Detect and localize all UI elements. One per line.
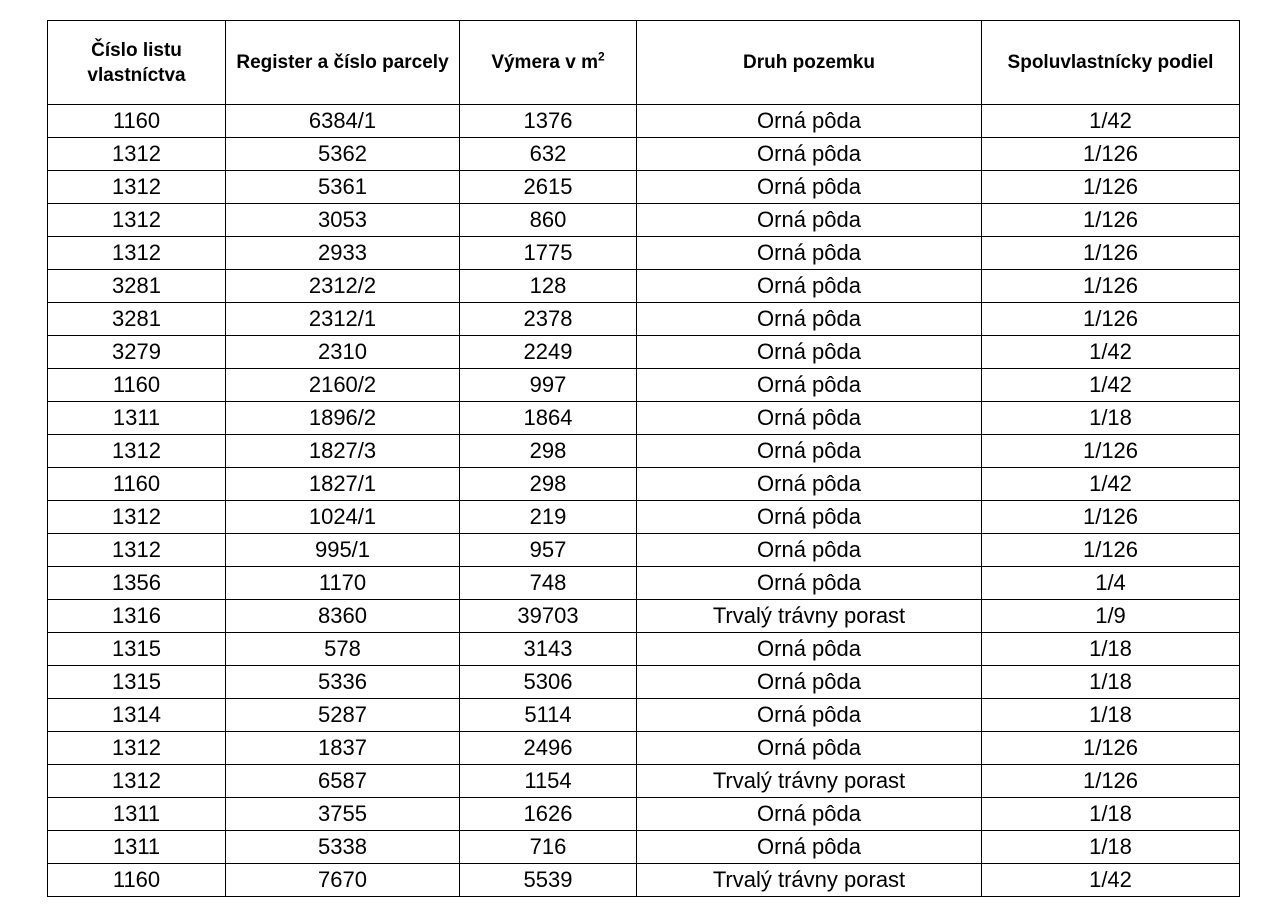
header-area [460, 21, 637, 105]
table-header [48, 21, 1240, 105]
cell-land-type: Orná pôda [637, 171, 982, 204]
cell-parcel-number: 2312/2 [226, 270, 460, 303]
cell-land-type: Trvalý trávny porast [637, 864, 982, 897]
cell-co-ownership-share: 1/126 [982, 765, 1240, 798]
cell-parcel-number: 6587 [226, 765, 460, 798]
cell-land-type: Orná pôda [637, 501, 982, 534]
cell-area: 128 [460, 270, 637, 303]
cell-area: 219 [460, 501, 637, 534]
cell-land-type: Orná pôda [637, 138, 982, 171]
cell-co-ownership-share: 1/126 [982, 171, 1240, 204]
cell-parcel-number: 1896/2 [226, 402, 460, 435]
cell-area: 39703 [460, 600, 637, 633]
header-land-type: Druh pozemku [637, 21, 982, 105]
cell-parcel-number: 1837 [226, 732, 460, 765]
cell-ownership-sheet-number: 1312 [48, 138, 226, 171]
cell-area: 1626 [460, 798, 637, 831]
cell-ownership-sheet-number: 1312 [48, 171, 226, 204]
table-row [48, 765, 1240, 798]
cell-co-ownership-share: 1/18 [982, 666, 1240, 699]
cell-co-ownership-share: 1/126 [982, 435, 1240, 468]
cell-co-ownership-share: 1/126 [982, 138, 1240, 171]
cell-land-type: Orná pôda [637, 468, 982, 501]
cell-area: 2249 [460, 336, 637, 369]
cell-parcel-number: 1827/3 [226, 435, 460, 468]
cell-ownership-sheet-number: 1314 [48, 699, 226, 732]
cell-land-type: Orná pôda [637, 105, 982, 138]
header-co-ownership-share: Spoluvlastnícky podiel [982, 21, 1240, 105]
cell-ownership-sheet-number: 1311 [48, 798, 226, 831]
cell-ownership-sheet-number: 1315 [48, 633, 226, 666]
cell-area: 5306 [460, 666, 637, 699]
parcel-table [47, 20, 1240, 897]
cell-ownership-sheet-number: 3281 [48, 270, 226, 303]
cell-land-type: Orná pôda [637, 534, 982, 567]
cell-ownership-sheet-number: 1160 [48, 468, 226, 501]
cell-land-type: Orná pôda [637, 336, 982, 369]
cell-area: 957 [460, 534, 637, 567]
cell-co-ownership-share: 1/126 [982, 732, 1240, 765]
table-row [48, 600, 1240, 633]
cell-area: 860 [460, 204, 637, 237]
table-row [48, 468, 1240, 501]
header-row [48, 21, 1240, 105]
cell-area: 298 [460, 435, 637, 468]
table-row [48, 633, 1240, 666]
table-row [48, 171, 1240, 204]
cell-ownership-sheet-number: 1311 [48, 831, 226, 864]
cell-parcel-number: 5362 [226, 138, 460, 171]
cell-co-ownership-share: 1/42 [982, 369, 1240, 402]
cell-co-ownership-share: 1/42 [982, 864, 1240, 897]
cell-land-type: Orná pôda [637, 732, 982, 765]
cell-ownership-sheet-number: 1315 [48, 666, 226, 699]
cell-ownership-sheet-number: 1356 [48, 567, 226, 600]
table-row [48, 864, 1240, 897]
table-row [48, 303, 1240, 336]
cell-land-type: Orná pôda [637, 831, 982, 864]
cell-parcel-number: 578 [226, 633, 460, 666]
cell-co-ownership-share: 1/126 [982, 534, 1240, 567]
cell-area: 298 [460, 468, 637, 501]
cell-land-type: Orná pôda [637, 435, 982, 468]
cell-co-ownership-share: 1/4 [982, 567, 1240, 600]
cell-co-ownership-share: 1/18 [982, 633, 1240, 666]
table-body [48, 105, 1240, 897]
cell-area: 5539 [460, 864, 637, 897]
cell-land-type: Trvalý trávny porast [637, 765, 982, 798]
cell-co-ownership-share: 1/9 [982, 600, 1240, 633]
table-row [48, 105, 1240, 138]
cell-ownership-sheet-number: 1311 [48, 402, 226, 435]
cell-land-type: Trvalý trávny porast [637, 600, 982, 633]
cell-co-ownership-share: 1/126 [982, 270, 1240, 303]
cell-parcel-number: 2312/1 [226, 303, 460, 336]
table-row [48, 402, 1240, 435]
cell-ownership-sheet-number: 1312 [48, 534, 226, 567]
cell-parcel-number: 5361 [226, 171, 460, 204]
cell-land-type: Orná pôda [637, 270, 982, 303]
table-row [48, 138, 1240, 171]
cell-co-ownership-share: 1/42 [982, 336, 1240, 369]
cell-parcel-number: 1827/1 [226, 468, 460, 501]
header-area-unit-superscript: 2 [598, 49, 605, 64]
cell-land-type: Orná pôda [637, 567, 982, 600]
cell-area: 632 [460, 138, 637, 171]
cell-co-ownership-share: 1/18 [982, 798, 1240, 831]
cell-ownership-sheet-number: 1160 [48, 105, 226, 138]
cell-parcel-number: 6384/1 [226, 105, 460, 138]
table-row [48, 435, 1240, 468]
cell-co-ownership-share: 1/126 [982, 501, 1240, 534]
header-area-label: Výmera v m [491, 52, 598, 73]
table-row [48, 567, 1240, 600]
cell-ownership-sheet-number: 1316 [48, 600, 226, 633]
table-row [48, 831, 1240, 864]
cell-parcel-number: 5287 [226, 699, 460, 732]
cell-co-ownership-share: 1/18 [982, 831, 1240, 864]
table-row [48, 666, 1240, 699]
cell-area: 5114 [460, 699, 637, 732]
cell-area: 1864 [460, 402, 637, 435]
cell-co-ownership-share: 1/18 [982, 402, 1240, 435]
cell-parcel-number: 1170 [226, 567, 460, 600]
cell-land-type: Orná pôda [637, 204, 982, 237]
cell-parcel-number: 8360 [226, 600, 460, 633]
cell-co-ownership-share: 1/42 [982, 105, 1240, 138]
header-parcel-register-number: Register a číslo parcely [226, 21, 460, 105]
table-row [48, 369, 1240, 402]
table-row [48, 204, 1240, 237]
table-row [48, 501, 1240, 534]
cell-parcel-number: 2160/2 [226, 369, 460, 402]
cell-ownership-sheet-number: 3279 [48, 336, 226, 369]
cell-area: 2496 [460, 732, 637, 765]
cell-parcel-number: 2933 [226, 237, 460, 270]
cell-area: 3143 [460, 633, 637, 666]
cell-land-type: Orná pôda [637, 666, 982, 699]
cell-parcel-number: 3053 [226, 204, 460, 237]
cell-land-type: Orná pôda [637, 369, 982, 402]
cell-ownership-sheet-number: 3281 [48, 303, 226, 336]
table-row [48, 534, 1240, 567]
cell-parcel-number: 1024/1 [226, 501, 460, 534]
cell-ownership-sheet-number: 1312 [48, 204, 226, 237]
cell-land-type: Orná pôda [637, 303, 982, 336]
cell-area: 1154 [460, 765, 637, 798]
cell-ownership-sheet-number: 1312 [48, 237, 226, 270]
cell-area: 2615 [460, 171, 637, 204]
cell-ownership-sheet-number: 1312 [48, 501, 226, 534]
table-row [48, 798, 1240, 831]
cell-parcel-number: 7670 [226, 864, 460, 897]
cell-parcel-number: 995/1 [226, 534, 460, 567]
cell-ownership-sheet-number: 1160 [48, 369, 226, 402]
cell-co-ownership-share: 1/126 [982, 303, 1240, 336]
cell-co-ownership-share: 1/126 [982, 237, 1240, 270]
cell-land-type: Orná pôda [637, 402, 982, 435]
cell-parcel-number: 5336 [226, 666, 460, 699]
header-ownership-sheet-number: Číslo listu vlastníctva [48, 21, 226, 105]
cell-ownership-sheet-number: 1312 [48, 732, 226, 765]
cell-parcel-number: 5338 [226, 831, 460, 864]
cell-ownership-sheet-number: 1312 [48, 435, 226, 468]
cell-area: 748 [460, 567, 637, 600]
cell-land-type: Orná pôda [637, 633, 982, 666]
cell-land-type: Orná pôda [637, 699, 982, 732]
cell-area: 2378 [460, 303, 637, 336]
table-row [48, 336, 1240, 369]
cell-land-type: Orná pôda [637, 798, 982, 831]
table-row [48, 270, 1240, 303]
cell-ownership-sheet-number: 1312 [48, 765, 226, 798]
table-row [48, 699, 1240, 732]
cell-area: 997 [460, 369, 637, 402]
table-row [48, 732, 1240, 765]
cell-co-ownership-share: 1/18 [982, 699, 1240, 732]
cell-parcel-number: 2310 [226, 336, 460, 369]
table-row [48, 237, 1240, 270]
cell-co-ownership-share: 1/126 [982, 204, 1240, 237]
cell-co-ownership-share: 1/42 [982, 468, 1240, 501]
cell-area: 1376 [460, 105, 637, 138]
cell-ownership-sheet-number: 1160 [48, 864, 226, 897]
cell-area: 1775 [460, 237, 637, 270]
cell-land-type: Orná pôda [637, 237, 982, 270]
cell-parcel-number: 3755 [226, 798, 460, 831]
cell-area: 716 [460, 831, 637, 864]
